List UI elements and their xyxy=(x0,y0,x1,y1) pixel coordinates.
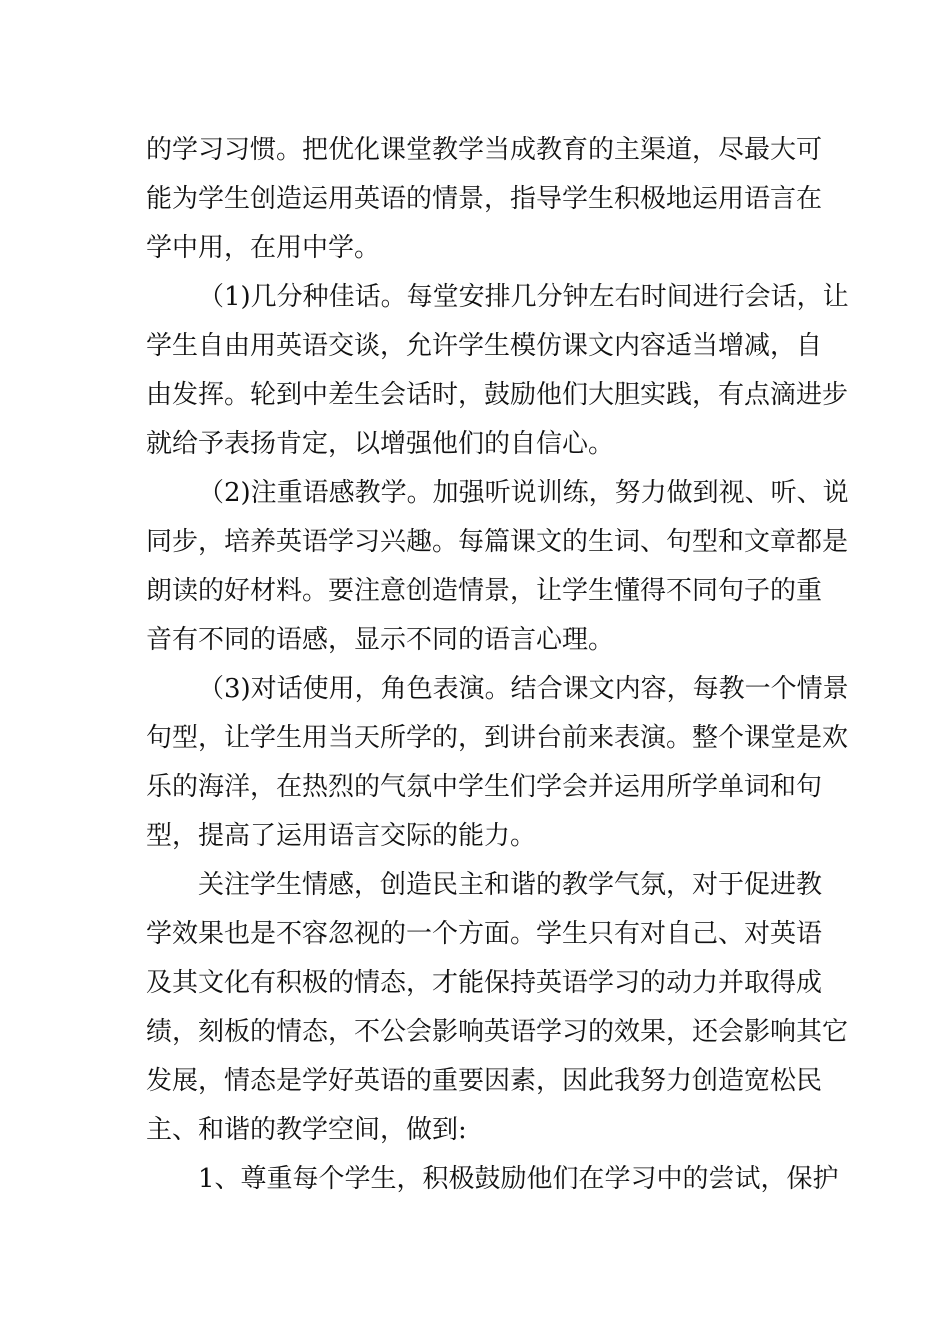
text-line: 同步，培养英语学习兴趣。每篇课文的生词、句型和文章都是 xyxy=(146,527,849,557)
text-line: （3)对话使用，角色表演。结合课文内容，每教一个情景 xyxy=(198,674,849,704)
text-line: 的学习习惯。把优化课堂教学当成教育的主渠道，尽最大可 xyxy=(146,135,823,165)
text-line: 学中用，在用中学。 xyxy=(146,233,381,263)
text-line: 学生自由用英语交谈，允许学生模仿课文内容适当增减，自 xyxy=(146,331,823,361)
text-line: 发展，情态是学好英语的重要因素，因此我努力创造宽松民 xyxy=(146,1066,823,1096)
text-line: （2)注重语感教学。加强听说训练，努力做到视、听、说 xyxy=(198,478,849,508)
text-line: 朗读的好材料。要注意创造情景，让学生懂得不同句子的重 xyxy=(146,576,823,606)
text-line: 主、和谐的教学空间，做到: xyxy=(146,1115,467,1145)
text-line: （1)几分种佳话。每堂安排几分钟左右时间进行会话，让 xyxy=(198,282,849,312)
text-line: 句型，让学生用当天所学的，到讲台前来表演。整个课堂是欢 xyxy=(146,723,849,753)
text-line: 关注学生情感，创造民主和谐的教学气氛，对于促进教 xyxy=(198,870,823,900)
text-line: 就给予表扬肯定，以增强他们的自信心。 xyxy=(146,429,615,459)
text-line: 能为学生创造运用英语的情景，指导学生积极地运用语言在 xyxy=(146,184,823,214)
text-line: 学效果也是不容忽视的一个方面。学生只有对自己、对英语 xyxy=(146,919,823,949)
text-line: 及其文化有积极的情态，才能保持英语学习的动力并取得成 xyxy=(146,968,823,998)
text-line: 型，提高了运用语言交际的能力。 xyxy=(146,821,537,851)
body-text xyxy=(146,126,849,1204)
text-line: 由发挥。轮到中差生会话时，鼓励他们大胆实践，有点滴进步 xyxy=(146,380,849,410)
text-line: 1、尊重每个学生，积极鼓励他们在学习中的尝试，保护 xyxy=(198,1164,839,1194)
text-line: 乐的海洋，在热烈的气氛中学生们学会并运用所学单词和句 xyxy=(146,772,823,802)
text-line: 绩，刻板的情态，不公会影响英语学习的效果，还会影响其它 xyxy=(146,1017,849,1047)
text-line: 音有不同的语感，显示不同的语言心理。 xyxy=(146,625,615,655)
